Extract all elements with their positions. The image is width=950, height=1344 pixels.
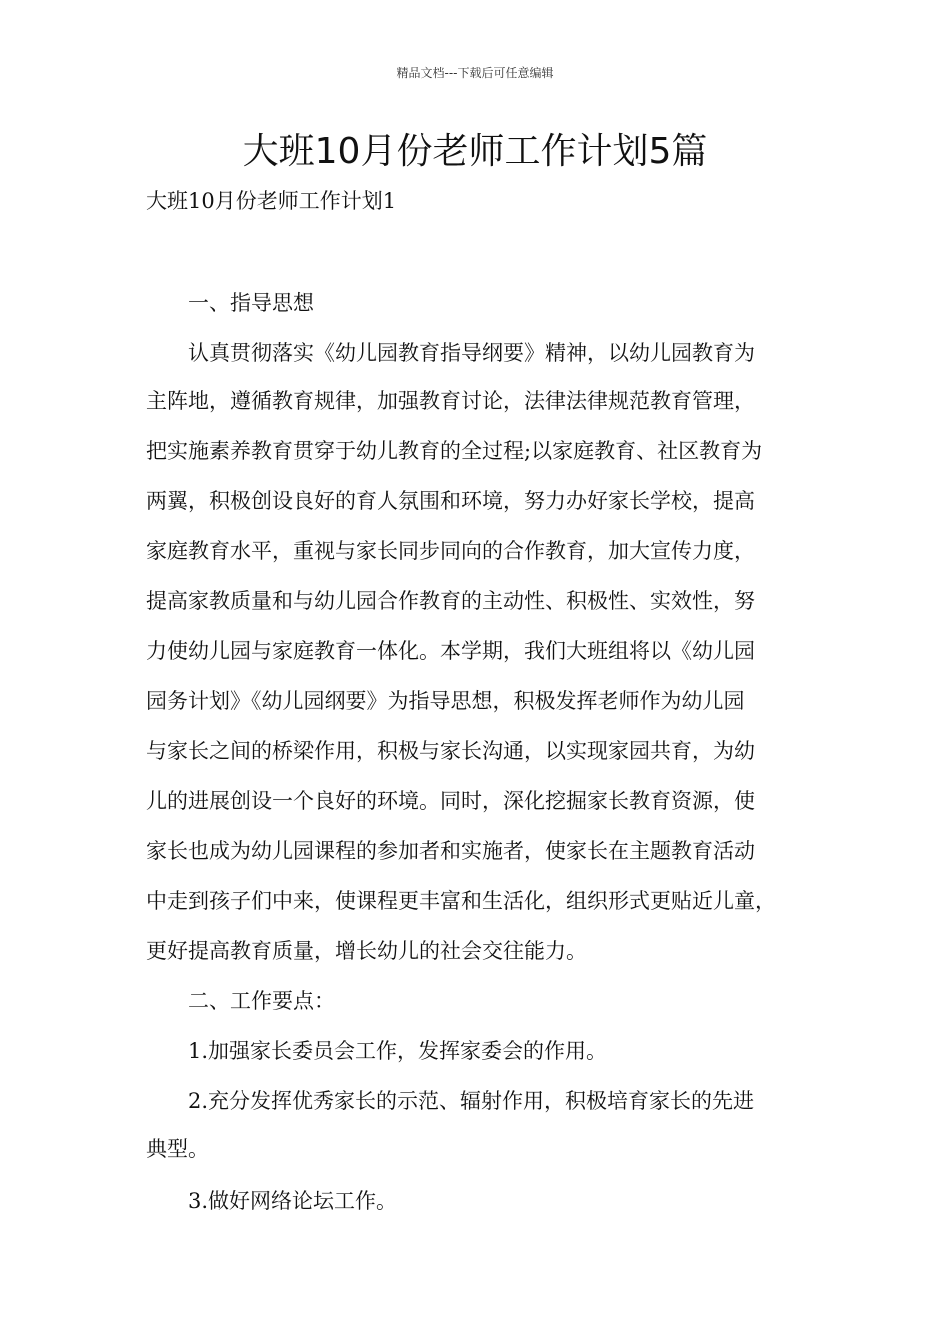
paragraph-line: 把实施素养教育贯穿于幼儿教育的全过程;以家庭教育、社区教育为 [146, 439, 763, 463]
work-point-item: 1.加强家长委员会工作，发挥家委会的作用。 [188, 1039, 608, 1063]
paragraph-line: 两翼，积极创设良好的育人氛围和环境，努力办好家长学校，提高 [146, 489, 755, 513]
paragraph-line: 儿的进展创设一个良好的环境。同时，深化挖掘家长教育资源，使 [146, 789, 755, 813]
paragraph-line: 中走到孩子们中来，使课程更丰富和生活化，组织形式更贴近儿童， [146, 889, 776, 913]
paragraph-line: 认真贯彻落实《幼儿园教育指导纲要》精神，以幼儿园教育为 [188, 341, 755, 365]
paragraph-line: 力使幼儿园与家庭教育一体化。本学期，我们大班组将以《幼儿园 [146, 639, 755, 663]
paragraph-line: 2.充分发挥优秀家长的示范、辐射作用，积极培育家长的先进 [188, 1089, 755, 1113]
paragraph-line: 园务计划》《幼儿园纲要》为指导思想，积极发挥老师作为幼儿园 [146, 689, 745, 713]
paragraph-line: 典型。 [146, 1137, 209, 1161]
document-subtitle: 大班10月份老师工作计划1 [146, 189, 397, 213]
paragraph-line: 家庭教育水平，重视与家长同步同向的合作教育，加大宣传力度， [146, 539, 755, 563]
paragraph-line: 更好提高教育质量，增长幼儿的社会交往能力。 [146, 939, 587, 963]
work-point-item: 3.做好网络论坛工作。 [188, 1189, 398, 1213]
paragraph-line: 主阵地，遵循教育规律，加强教育讨论，法律法律规范教育管理， [146, 389, 755, 413]
document-title: 大班10月份老师工作计划5篇 [242, 131, 708, 172]
paragraph-line: 家长也成为幼儿园课程的参加者和实施者，使家长在主题教育活动 [146, 839, 755, 863]
paragraph-line: 与家长之间的桥梁作用，积极与家长沟通，以实现家园共育，为幼 [146, 739, 755, 763]
header-note: 精品文档---下载后可任意编辑 [396, 66, 554, 80]
paragraph-line: 提高家教质量和与幼儿园合作教育的主动性、积极性、实效性，努 [146, 589, 755, 613]
section-heading-work-points: 二、工作要点： [188, 989, 335, 1013]
section-heading-guiding-ideology: 一、指导思想 [188, 291, 314, 315]
